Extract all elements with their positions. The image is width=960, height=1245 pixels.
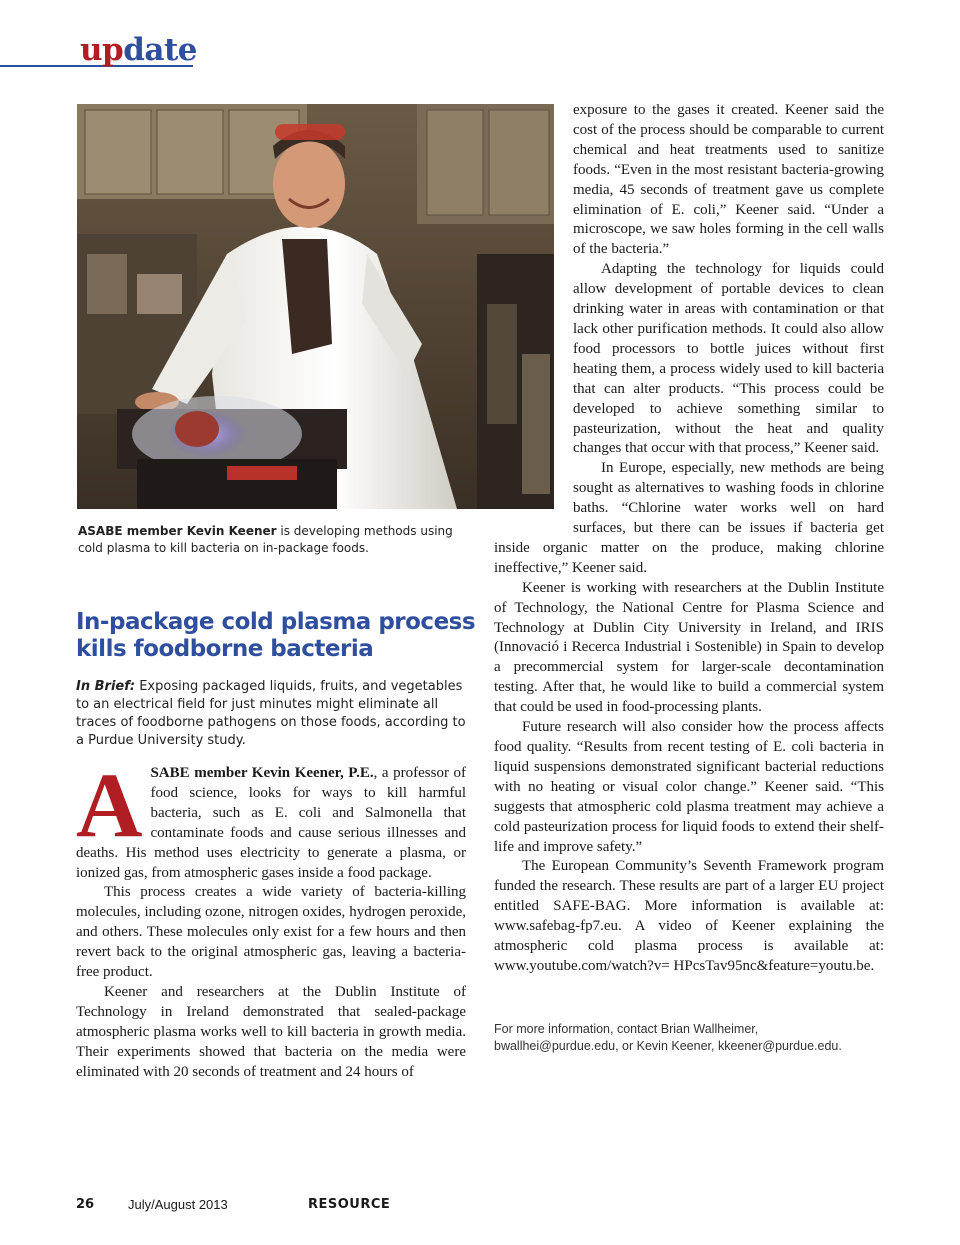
paragraph: ASABE member Kevin Keener, P.E., a professor of food science, looks for ways to kill harmful bacteria, such as E. coli and Salmonella that contaminate foods and cause serious illnesses and deaths. His method uses electricity to generate a plasma, or ionized gas, from atmospheric gases inside a food package.: [76, 754, 466, 881]
photo-caption: ASABE member Kevin Keener is developing methods using cold plasma to kill bacteria on in-package foods.: [78, 524, 453, 555]
in-brief: In Brief: Exposing packaged liquids, fruits, and vegetables to an electrical field for just minutes might eliminate all traces of foodborne pathogens on those foods, according to a Purdue University study.: [76, 679, 466, 748]
section-title: update: [80, 32, 198, 68]
paragraph: The European Community’s Seventh Framework program funded the research. These results are part of a larger EU project entitled SAFE-BAG. More information is available at: www.safebag-fp7.eu. A video of Keener explaining the atmospheric cold plasma process is available at: www.youtube.com/watch?v= HPcsTav95nc&feature=youtu.be.: [494, 858, 884, 974]
paragraph: Adapting the technology for liquids could allow development of portable devices to clean drinking water in areas with contamination or that lack other purification methods. It could also allow food processors to bottle juices without first heating them, a process widely used to kill bacteria that can alter products. “This process could be developed to achieve something similar to pasteurization, without the heat and quality changes that occur with that process,” Keener said.: [573, 261, 884, 457]
paragraph: exposure to the gases it created. Keener said the cost of the process should be comparable to current chemical and heat treatments used to sanitize foods. “Even in the most resistant bacteria-growing media, 45 seconds of treatment gave us complete elimination of E. coli,” Keener said. “Under a microscope, we saw holes forming in the cell walls of the bacteria.”: [573, 102, 884, 258]
article-title: In-package cold plasma process kills foodborne bacteria: [76, 609, 476, 662]
body-column-left: [76, 754, 466, 1083]
paragraph: This process creates a wide variety of bacteria-killing molecules, including ozone, nitrogen oxides, hydrogen peroxide, and others. These molecules only exist for a few hours and then revert back to the original atmospheric gas, leaving a bacteria-free product.: [76, 884, 466, 981]
paragraph: Keener is working with researchers at the Dublin Institute of Technology, the National Centre for Plasma Science and Technology at Dublin City University in Ireland, and IRIS (Innovació i Recerca Industrial i Sostenible) in Spain to develop a precommercial system for larger-scale decontamination testing. After that, he would like to build a commercial system that could be used in food-processing plants.: [494, 579, 884, 716]
contact-info: For more information, contact Brian Wallheimer, bwallhei@purdue.edu, or Kevin Keener, kkeener@purdue.edu.: [494, 1022, 842, 1053]
paragraph: In Europe, especially, new methods are being sought as alternatives to washing foods in chlorine baths. “Chlorine water works well on hard surfaces, but there can be issues if bacteria get inside organic matter on the produce, making chlorine ineffective,” Keener said.: [494, 460, 884, 576]
article-photo: [77, 104, 554, 509]
magazine-name: RESOURCE: [308, 1197, 391, 1212]
body-column-right: [494, 101, 884, 977]
page-number: 26: [76, 1197, 95, 1212]
paragraph: Keener and researchers at the Dublin Institute of Technology in Ireland demonstrated that sealed-package atmospheric plasma works well to kill bacteria in growth media. Their experiments showed that bacteria on the media were eliminated with 20 seconds of treatment and 24 hours of: [76, 983, 466, 1080]
drop-cap: A: [76, 754, 143, 856]
paragraph: Future research will also consider how the process affects food quality. “Results from recent testing of E. coli bacteria in liquid suspensions demonstrated significant bacterial reductions with no heating or visual color change.” Keener said. “This suggests that atmospheric cold plasma treatment may achieve a cold pasteurization process for liquid foods to extend their shelf-life and improve safety.”: [494, 719, 884, 855]
issue-date: July/August 2013: [128, 1197, 228, 1212]
